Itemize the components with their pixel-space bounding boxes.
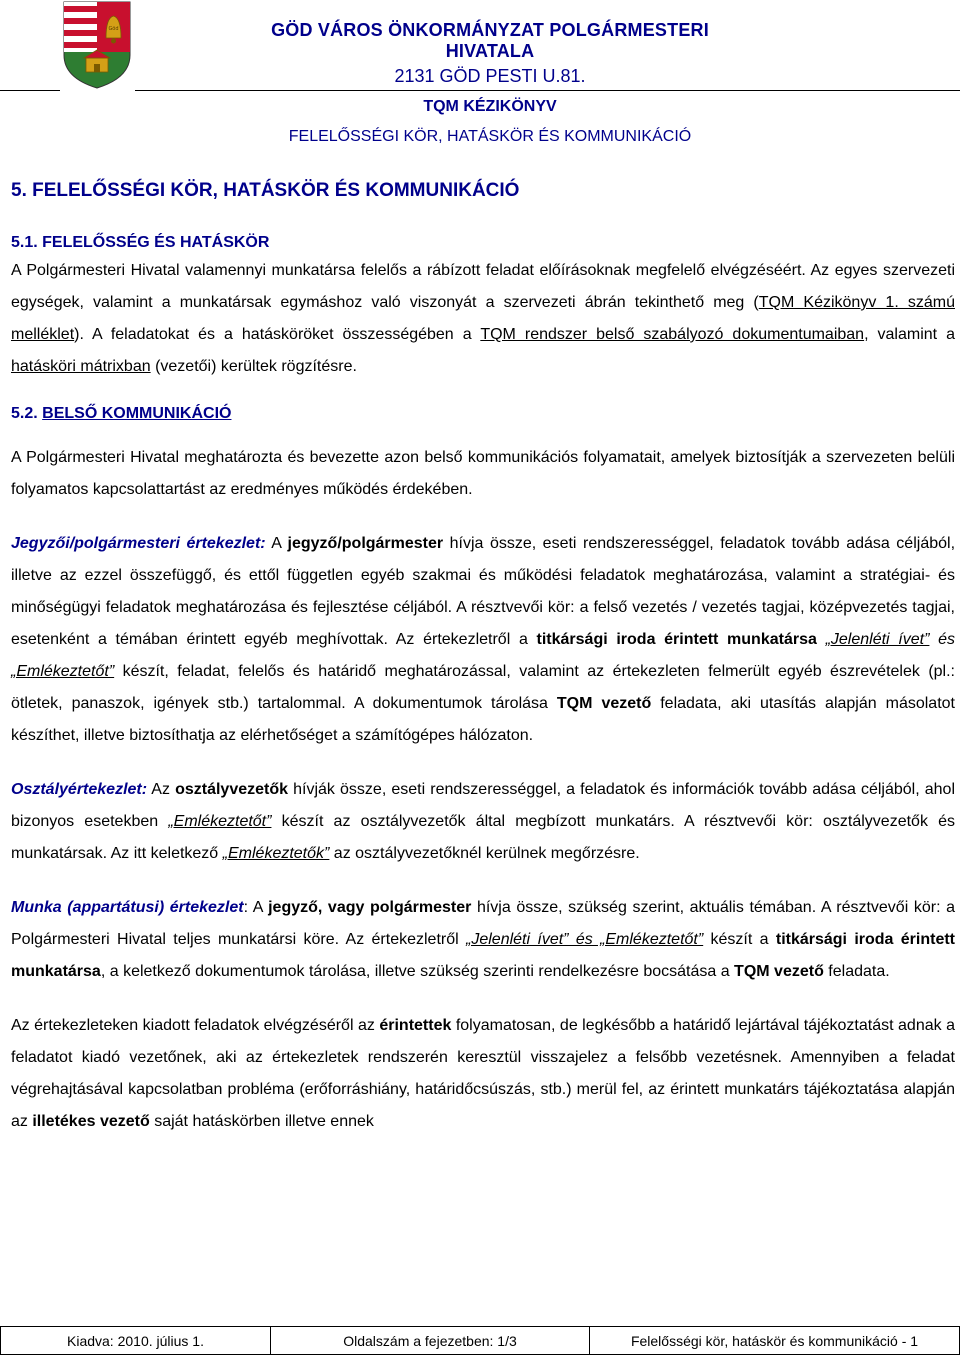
text: (vezetői) kerültek rögzítésre. xyxy=(150,358,357,375)
org-name: GÖD VÁROS ÖNKORMÁNYZAT POLGÁRMESTERI HIVATALA xyxy=(271,20,709,61)
paragraph xyxy=(11,255,955,383)
text: Az xyxy=(147,781,176,798)
doc-reference-link[interactable]: TQM Kézikönyv 1. számú melléklet xyxy=(11,294,955,343)
text: , a keletkező dokumentumok tárolása, illetve szükség szerinti rendelkezésre bocsátása a xyxy=(100,963,735,980)
text: hívják össze, eseti rendszerességgel, a feladatok és információk tovább adása céljából, ahol bizonyos esetekben xyxy=(11,781,956,830)
text: hívja össze, szükség szerint, aktuális témában. A résztvevői kör: a Polgármesteri Hivatal teljes munkatársi köre. Az értekezletről xyxy=(11,899,956,948)
text: : A xyxy=(243,899,269,916)
meeting-name: Munka (appartátusi) értekezlet xyxy=(11,899,244,916)
text: készít a xyxy=(703,931,776,948)
org-address: 2131 GÖD PESTI U.81. xyxy=(394,66,586,86)
paragraph xyxy=(11,774,955,870)
bold-text: illetékes vezető xyxy=(32,1113,150,1130)
manual-block xyxy=(250,98,730,146)
doc-reference-link[interactable]: hatásköri mátrixban xyxy=(11,358,151,375)
section-number: 5.1. xyxy=(11,234,38,251)
page-footer xyxy=(0,1326,960,1355)
bold-text: titkársági iroda érintett munkatársa xyxy=(536,631,817,648)
bold-text: osztályvezetők xyxy=(175,781,289,798)
bold-text: jegyző, vagy polgármester xyxy=(268,899,472,916)
bold-text: TQM vezető xyxy=(734,963,824,980)
text: A Polgármesteri Hivatal valamennyi munkatársa felelős a rábízott feladat előírásoknak megfelelő elvégzéséért. Az egyes szervezeti egységek, valamint a munkatársak egymáshoz való viszonyát a szervezeti ábrán tekinthető meg ( xyxy=(11,262,955,311)
text: készít az osztályvezetők által megbízott munkatárs. A résztvevői kör: osztályvezetők és munkatársak. Az itt keletkező xyxy=(11,813,956,862)
text: Az értekezleteken kiadott feladatok elvégzéséről az xyxy=(11,1017,380,1034)
text: feladata, aki utasítás alapján másolatot készíthet, illetve biztosíthatja az elérhetőséget a számítógépes hálózaton. xyxy=(11,695,955,744)
italic-text: „Emlékeztetőt” xyxy=(168,813,272,830)
meeting-name: Osztályértekezlet: xyxy=(11,781,148,798)
text: az osztályvezetőknél kerülnek megőrzésre. xyxy=(329,845,640,862)
italic-text: „Emlékeztetőt” xyxy=(11,663,115,680)
text: , valamint a xyxy=(864,326,956,343)
paragraph xyxy=(11,892,955,988)
text: ). A feladatokat és a hatásköröket összességében a xyxy=(74,326,481,343)
chapter-heading: 5. FELELŐSSÉGI KÖR, HATÁSKÖR ÉS KOMMUNIKÁCIÓ xyxy=(11,180,520,201)
section-number: 5.2. xyxy=(11,405,38,422)
text: A xyxy=(265,535,288,552)
bold-text: TQM vezető xyxy=(556,695,652,712)
italic-text: „Jelenléti ívet” xyxy=(825,631,930,648)
meeting-name: Jegyzői/polgármesteri értekezlet: xyxy=(11,535,266,552)
section-heading-5-2 xyxy=(11,405,955,423)
section-title: FELELŐSSÉG ÉS HATÁSKÖR xyxy=(42,234,270,251)
italic-text: „Emlékeztetők” xyxy=(222,845,330,862)
text: készít, feladat, felelős és határidő meghatározással, valamint az értekezleten felmerült egyéb észrevételek (pl.: ötletek, panaszok, igények stb.) tartalommal. A dokumentumok tárolása xyxy=(11,663,955,712)
header-divider-right xyxy=(135,90,960,91)
manual-title: TQM KÉZIKÖNYV xyxy=(423,98,557,115)
text: feladata. xyxy=(823,963,890,980)
page-content xyxy=(11,180,955,1138)
bold-text: jegyző/polgármester xyxy=(287,535,444,552)
footer-issued: Kiadva: 2010. július 1. xyxy=(0,1327,271,1354)
footer-chapter: Felelősségi kör, hatáskör és kommunikáció - 1 xyxy=(590,1327,960,1354)
text: folyamatosan, de legkésőbb a határidő lejártával tájékoztatást adnak a feladatot kiadó vezetőnek, aki az értekezletek rendszerén keresztül visszajelez a felsőbb vezetésnek. Amennyiben a feladat végrehajtásával kapcsolatban probléma (erőforráshiány, határidőcsúszás, stb.) merül fel, az érintett munkatárs tájékoztatása alapján az xyxy=(11,1017,955,1130)
header-divider-left xyxy=(0,90,60,91)
city-crest-icon xyxy=(62,0,132,90)
page-header xyxy=(0,0,960,150)
text: hívja össze, eseti rendszerességgel, feladatok tovább adása céljából, illetve az ezzel összefüggő, és ettől független egyéb szakmai és működési feladatok meghatározása, valamint a stratégiai- és minőségügyi feladatok meghatározása és fejlesztése céljából. A résztvevői kör: a felső vezetés / vezetés tagjai, középvezetés tagjai, esetenként a témában érintett egyéb meghívottak. Az értekezletről a xyxy=(11,535,956,648)
text: saját hatáskörben illetve ennek xyxy=(149,1113,374,1130)
section-title: BELSŐ KOMMUNIKÁCIÓ xyxy=(42,405,232,422)
footer-page-count: Oldalszám a fejezetben: 1/3 xyxy=(271,1327,590,1354)
text xyxy=(929,631,938,648)
italic-text: és xyxy=(938,631,956,648)
paragraph xyxy=(11,528,955,752)
bold-text: érintettek xyxy=(379,1017,452,1034)
bold-text: titkársági iroda érintett munkatársa xyxy=(11,931,955,980)
text xyxy=(817,631,826,648)
org-block xyxy=(230,20,750,87)
svg-text:Göd: Göd xyxy=(108,26,119,32)
doc-reference-link[interactable]: TQM rendszer belső szabályozó dokumentumaiban xyxy=(480,326,865,343)
manual-subtitle: FELELŐSSÉGI KÖR, HATÁSKÖR ÉS KOMMUNIKÁCIÓ xyxy=(288,128,692,145)
paragraph: A Polgármesteri Hivatal meghatározta és bevezette azon belső kommunikációs folyamatait, amelyek biztosítják a szervezeten belüli folyamatos kapcsolattartást az eredményes működés érdekében. xyxy=(11,449,955,498)
italic-text: „Jelenléti ívet” és „Emlékeztetőt” xyxy=(466,931,704,948)
paragraph xyxy=(11,1010,955,1138)
section-heading-5-1 xyxy=(11,234,955,252)
